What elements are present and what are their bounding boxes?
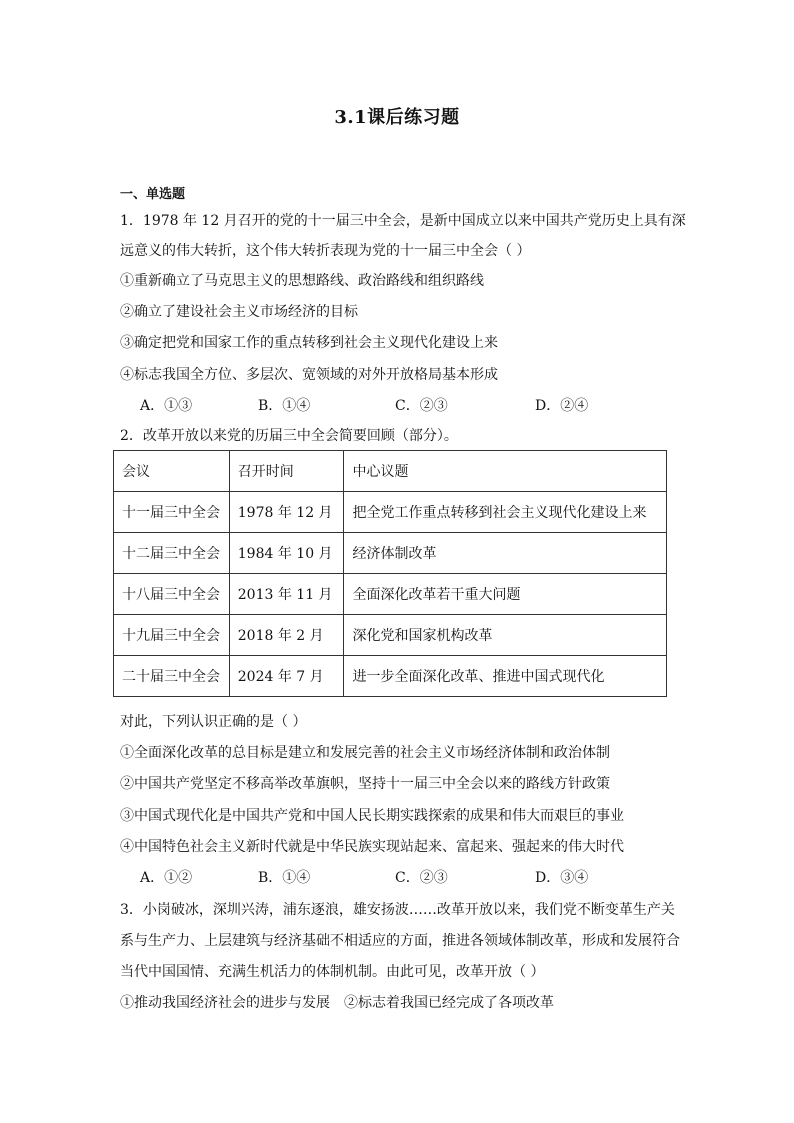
table-cell: 二十届三中全会 <box>114 656 230 697</box>
table-row <box>114 533 667 574</box>
plenum-table <box>113 450 667 697</box>
q1-option-c[interactable]: C．②③ <box>395 398 448 414</box>
q2-statement-3: ③中国式现代化是中国共产党和中国人民长期实践探索的成果和伟大而艰巨的事业 <box>120 808 624 824</box>
table-header-cell: 中心议题 <box>344 451 667 492</box>
q2-statement-2: ②中国共产党坚定不移高举改革旗帜，坚持十一届三中全会以来的路线方针政策 <box>120 776 610 792</box>
table-header-cell: 会议 <box>114 451 230 492</box>
q1-option-d[interactable]: D．②④ <box>535 398 589 414</box>
table-cell: 深化党和国家机构改革 <box>344 615 667 656</box>
table-cell: 2013 年 11 月 <box>229 574 344 615</box>
q3-statement-1: ①推动我国经济社会的进步与发展 <box>120 995 330 1011</box>
q1-statement-4: ④标志我国全方位、多层次、宽领域的对外开放格局基本形成 <box>120 367 498 383</box>
q3-stem-line2: 系与生产力、上层建筑与经济基础不相适应的方面，推进各领域体制改革，形成和发展符合 <box>120 933 680 949</box>
table-row <box>114 492 667 533</box>
section-heading: 一、单选题 <box>120 187 186 202</box>
q1-statement-2: ②确立了建设社会主义市场经济的目标 <box>120 304 358 320</box>
q3-statement-2: ②标志着我国已经完成了各项改革 <box>344 995 554 1011</box>
table-cell: 十八届三中全会 <box>114 574 230 615</box>
table-header-row <box>114 451 667 492</box>
table-cell: 2024 年 7 月 <box>229 656 344 697</box>
table-cell: 1978 年 12 月 <box>229 492 344 533</box>
q3-stem-line1: 3．小岗破冰，深圳兴涛，浦东逐浪，雄安扬波……改革开放以来，我们党不断变革生产关 <box>120 902 675 918</box>
q2-option-c[interactable]: C．②③ <box>395 870 448 886</box>
q3-stem-line3: 当代中国国情、充满生机活力的体制机制。由此可见，改革开放（ ） <box>120 964 545 980</box>
q1-options <box>140 395 680 415</box>
q2-option-b[interactable]: B．①④ <box>258 870 311 886</box>
table-cell: 把全党工作重点转移到社会主义现代化建设上来 <box>344 492 667 533</box>
table-header-cell: 召开时间 <box>229 451 344 492</box>
q2-stem: 2．改革开放以来党的历届三中全会简要回顾（部分）。 <box>120 428 458 444</box>
q2-statement-1: ①全面深化改革的总目标是建立和发展完善的社会主义市场经济体制和政治体制 <box>120 745 610 761</box>
q2-statement-4: ④中国特色社会主义新时代就是中华民族实现站起来、富起来、强起来的伟大时代 <box>120 839 624 855</box>
page-title: 3.1课后练习题 <box>334 107 460 128</box>
q1-statement-3: ③确定把党和国家工作的重点转移到社会主义现代化建设上来 <box>120 335 498 351</box>
q1-stem-line1: 1．1978 年 12 月召开的党的十一届三中全会，是新中国成立以来中国共产党历史上具有深 <box>120 213 686 229</box>
table-cell: 2018 年 2 月 <box>229 615 344 656</box>
q1-statement-1: ①重新确立了马克思主义的思想路线、政治路线和组织路线 <box>120 273 484 289</box>
table-cell: 十一届三中全会 <box>114 492 230 533</box>
table-row <box>114 615 667 656</box>
table-row <box>114 574 667 615</box>
q2-prompt: 对此，下列认识正确的是（ ） <box>120 714 307 730</box>
table-cell: 十二届三中全会 <box>114 533 230 574</box>
table-cell: 1984 年 10 月 <box>229 533 344 574</box>
q1-option-a[interactable]: A．①③ <box>140 398 193 414</box>
table-cell: 全面深化改革若干重大问题 <box>344 574 667 615</box>
table-cell: 进一步全面深化改革、推进中国式现代化 <box>344 656 667 697</box>
q1-stem-line2: 远意义的伟大转折，这个伟大转折表现为党的十一届三中全会（ ） <box>120 243 531 259</box>
q2-options <box>140 867 680 887</box>
table-cell: 十九届三中全会 <box>114 615 230 656</box>
q1-option-b[interactable]: B．①④ <box>258 398 311 414</box>
q3-statements <box>120 992 554 1012</box>
table-row <box>114 656 667 697</box>
q2-option-a[interactable]: A．①② <box>140 870 193 886</box>
table-cell: 经济体制改革 <box>344 533 667 574</box>
q2-option-d[interactable]: D．③④ <box>535 870 589 886</box>
